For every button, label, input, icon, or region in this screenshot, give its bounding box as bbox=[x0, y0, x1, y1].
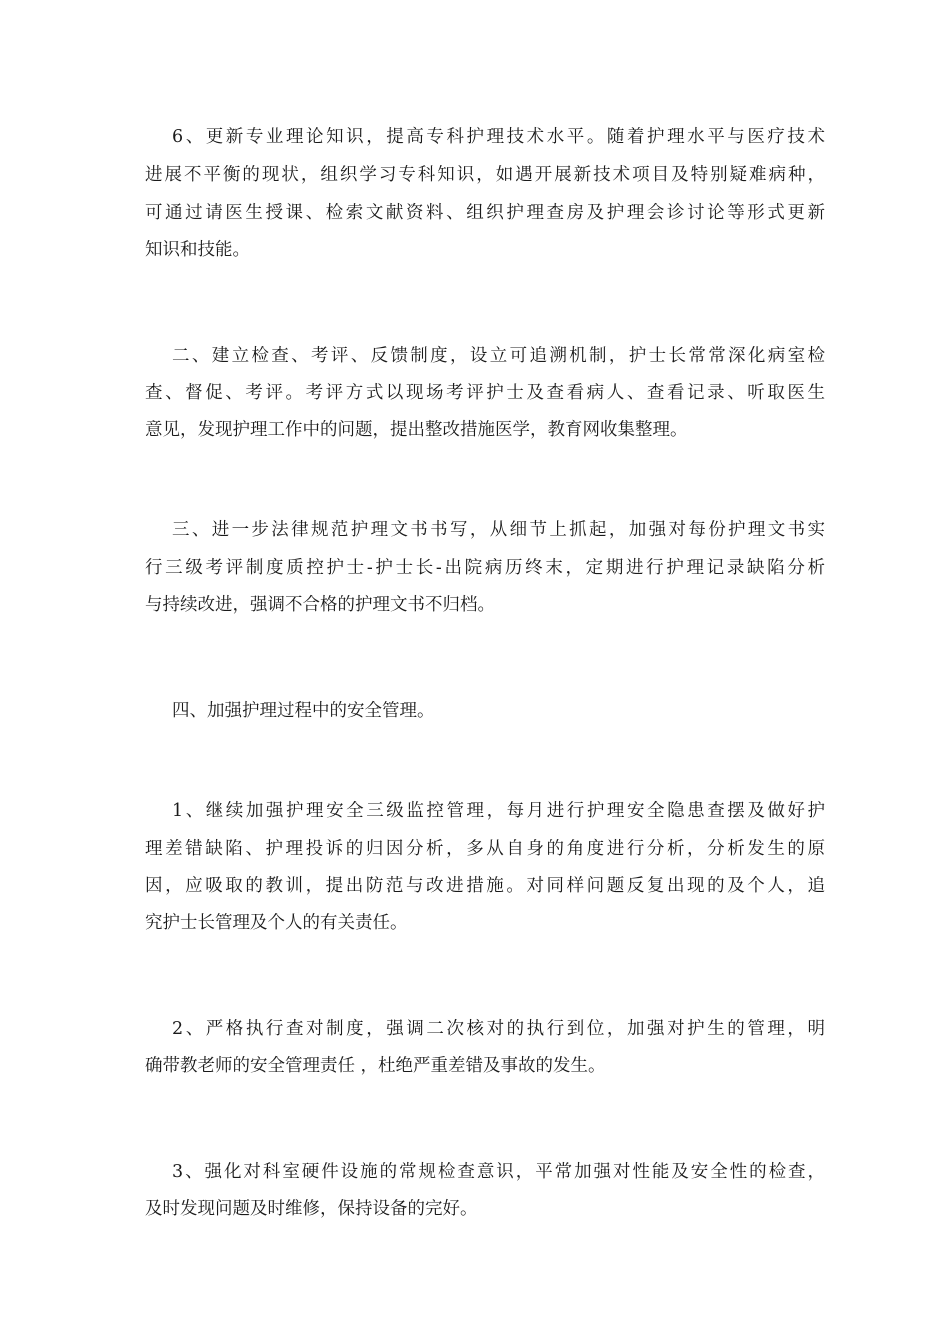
text-line: 1、继续加强护理安全三级监控管理，每月进行护理安全隐患查摆及做好护 bbox=[172, 801, 825, 821]
text-line: 进展不平衡的现状，组织学习专科知识，如遇开展新技术项目及特别疑难病种， bbox=[145, 165, 825, 185]
text-line: 3、强化对科室硬件设施的常规检查意识，平常加强对性能及安全性的检查， bbox=[172, 1162, 825, 1182]
text-line: 意见，发现护理工作中的问题，提出整改措施医学，教育网收集整理。 bbox=[145, 420, 688, 440]
text-line: 及时发现问题及时维修，保持设备的完好。 bbox=[145, 1199, 478, 1219]
text-line: 可通过请医生授课、检索文献资料、组织护理查房及护理会诊讨论等形式更新 bbox=[145, 203, 825, 223]
text-line: 知识和技能。 bbox=[145, 240, 250, 260]
text-line: 确带教老师的安全管理责任 ，杜绝严重差错及事故的发生。 bbox=[145, 1056, 606, 1076]
text-line: 行三级考评制度质控护士-护士长-出院病历终末，定期进行护理记录缺陷分析 bbox=[145, 558, 825, 578]
text-line: 与持续改进，强调不合格的护理文书不归档。 bbox=[145, 595, 495, 615]
text-line: 四、加强护理过程中的安全管理。 bbox=[172, 701, 435, 721]
text-line: 查、督促、考评。考评方式以现场考评护士及查看病人、查看记录、听取医生 bbox=[145, 383, 825, 403]
text-line: 6、更新专业理论知识，提高专科护理技术水平。随着护理水平与医疗技术 bbox=[172, 127, 825, 147]
text-line: 究护士长管理及个人的有关责任。 bbox=[145, 913, 408, 933]
text-line: 因，应吸取的教训，提出防范与改进措施。对同样问题反复出现的及个人，追 bbox=[145, 876, 825, 896]
text-line: 2、严格执行查对制度，强调二次核对的执行到位，加强对护生的管理，明 bbox=[172, 1019, 825, 1039]
text-line: 理差错缺陷、护理投诉的归因分析，多从自身的角度进行分析，分析发生的原 bbox=[145, 839, 825, 859]
text-line: 二、建立检查、考评、反馈制度，设立可追溯机制，护士长常常深化病室检 bbox=[172, 346, 825, 366]
text-line: 三、进一步法律规范护理文书书写，从细节上抓起，加强对每份护理文书实 bbox=[172, 520, 825, 540]
